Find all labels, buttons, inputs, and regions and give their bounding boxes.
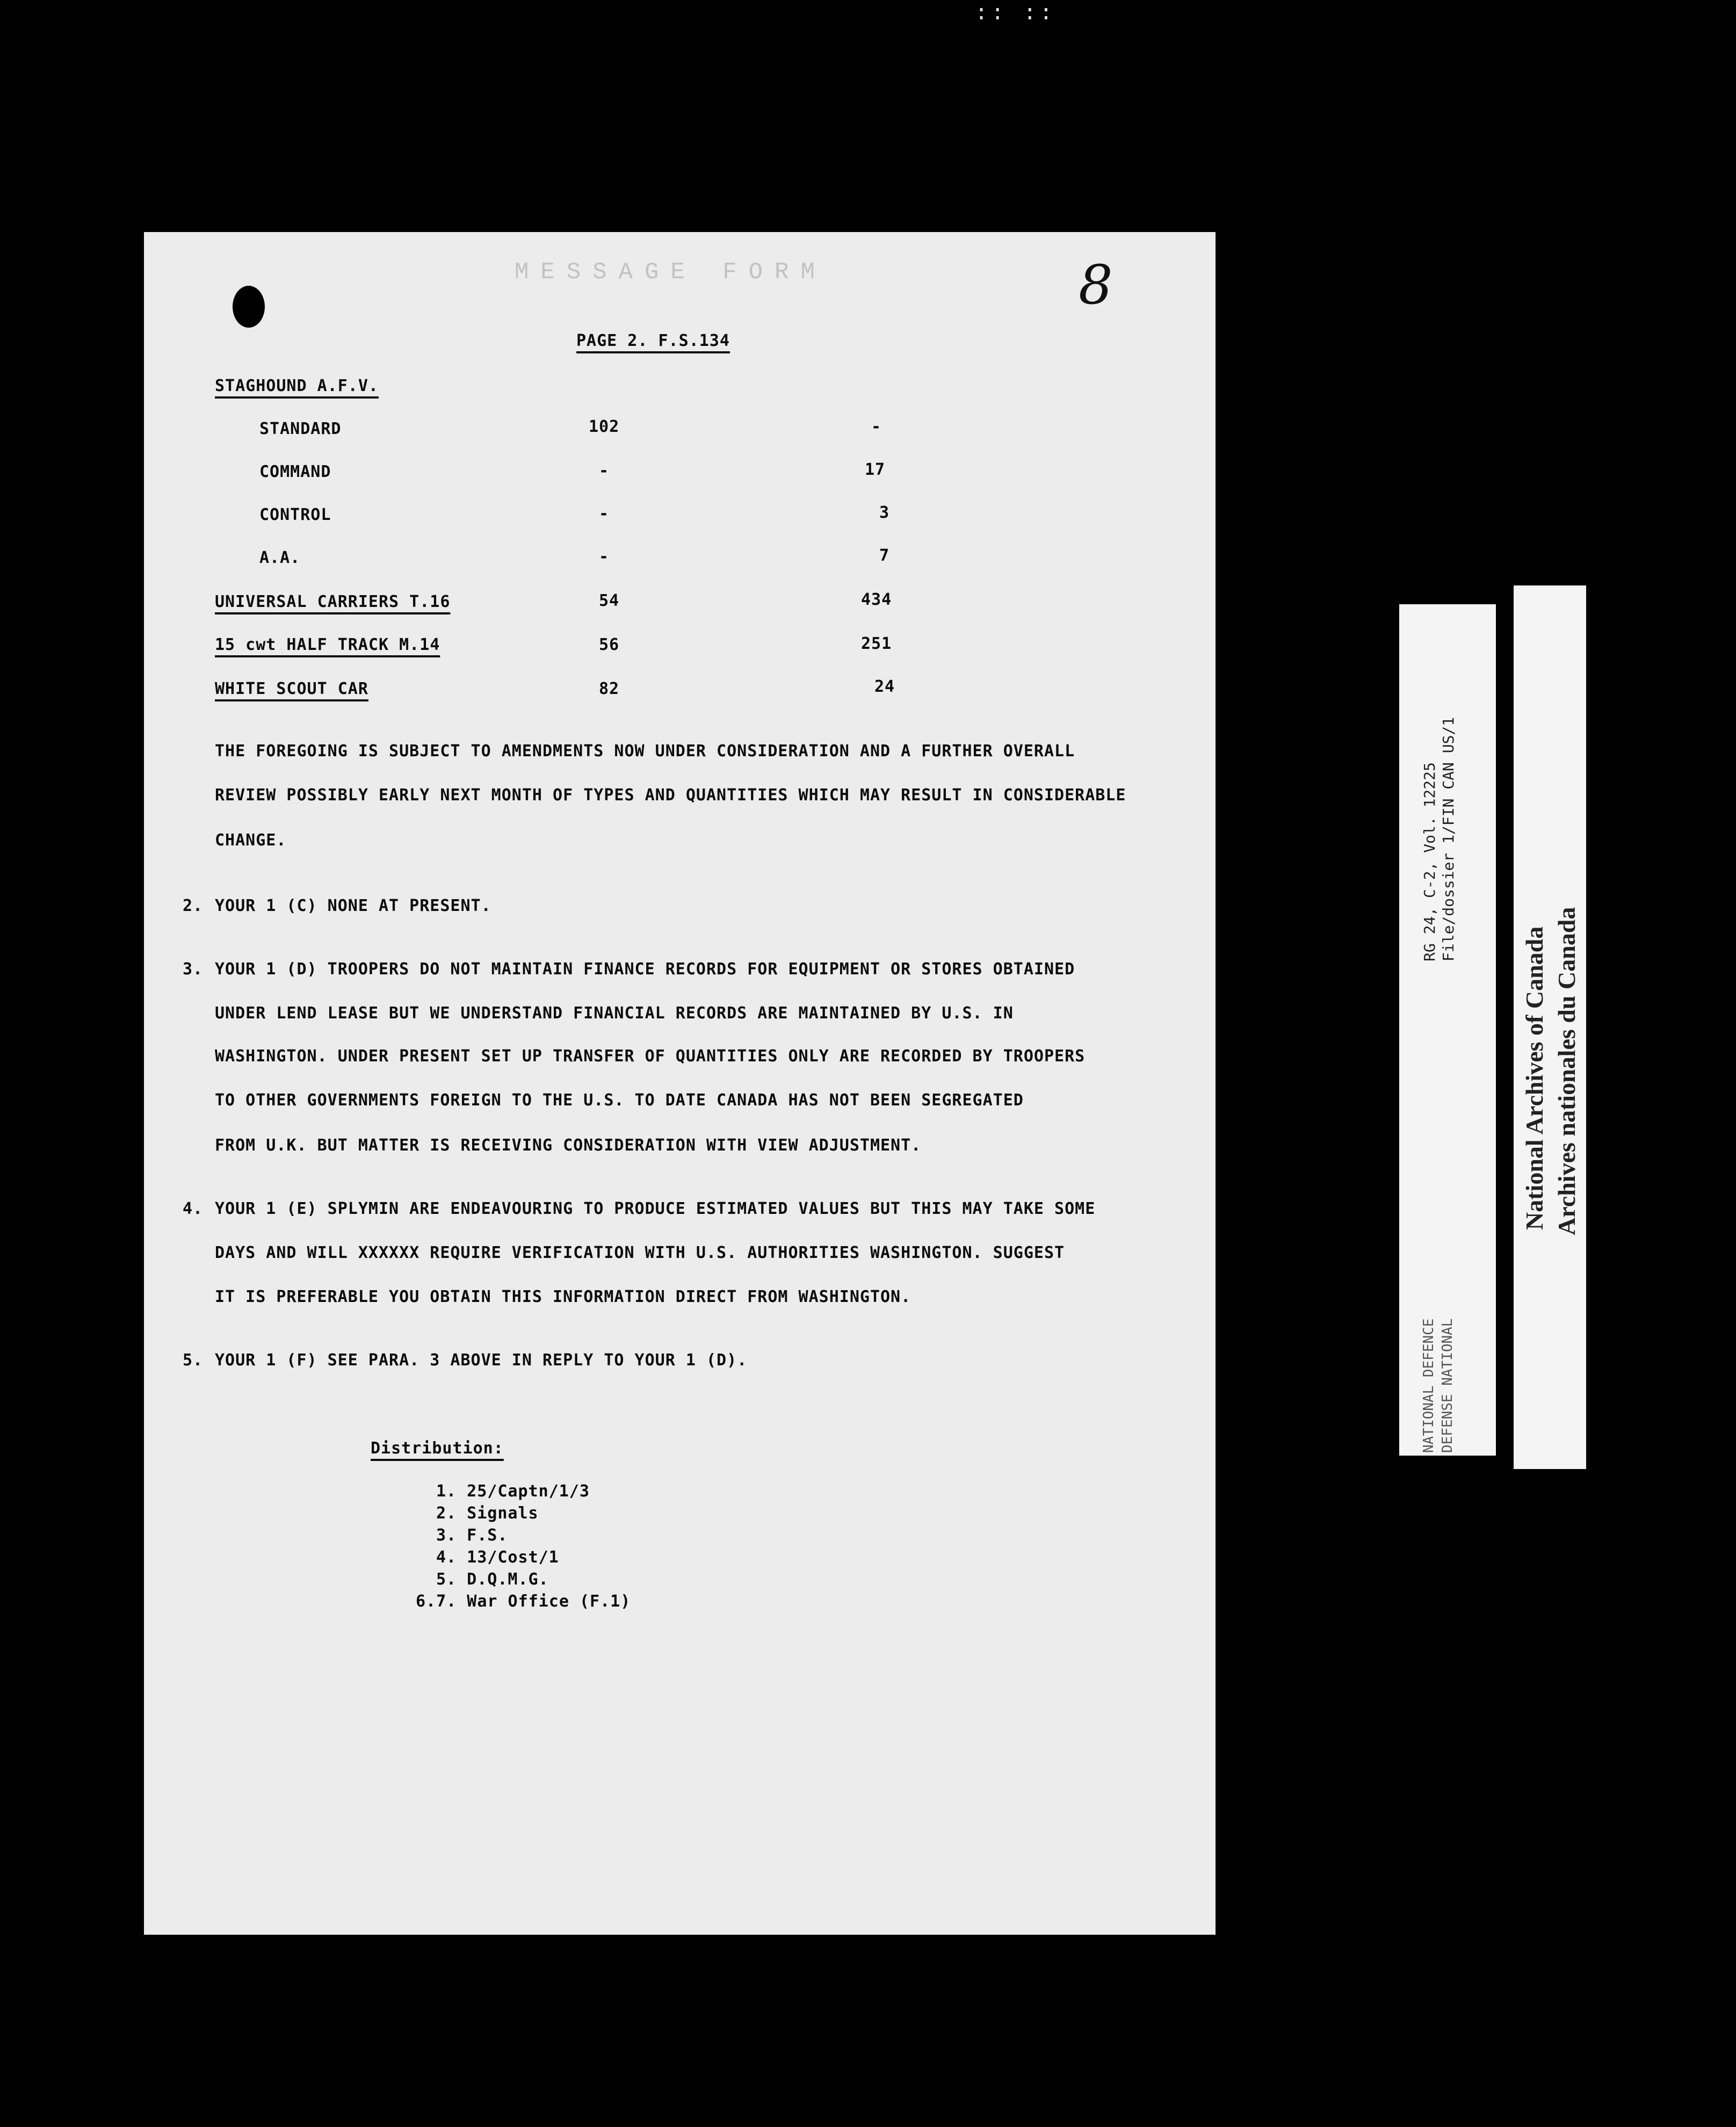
- scan-marks: :: ::: [975, 0, 1056, 25]
- row-col2: 24: [874, 677, 895, 696]
- para-line: IT IS PREFERABLE YOU OBTAIN THIS INFORMATION DIRECT FROM WASHINGTON.: [215, 1287, 912, 1306]
- intro-line: CHANGE.: [215, 831, 287, 850]
- row-label: COMMAND: [259, 462, 331, 481]
- para-line: TO OTHER GOVERNMENTS FOREIGN TO THE U.S. TO DATE CANADA HAS NOT BEEN SEGREGATED: [215, 1091, 1024, 1110]
- row-col1: 102: [589, 417, 620, 436]
- row-col1: 82: [599, 679, 620, 698]
- row-label: A.A.: [259, 548, 301, 567]
- faint-form-title: MESSAGE FORM: [515, 259, 827, 286]
- row-col2: 17: [865, 460, 886, 479]
- para-line: YOUR 1 (F) SEE PARA. 3 ABOVE IN REPLY TO YOUR 1 (D).: [215, 1351, 748, 1370]
- punch-hole: [233, 286, 265, 328]
- row-col2: -: [871, 417, 882, 436]
- distribution-heading: Distribution:: [371, 1439, 504, 1458]
- row-col2: 251: [861, 634, 892, 653]
- page-header: PAGE 2. F.S.134: [576, 331, 730, 350]
- para-number: 4.: [183, 1199, 204, 1218]
- archive-name-fr: Archives nationales du Canada: [1553, 907, 1580, 1235]
- list-item: 3. F.S.: [436, 1526, 508, 1545]
- para-line: YOUR 1 (E) SPLYMIN ARE ENDEAVOURING TO PRODUCE ESTIMATED VALUES BUT THIS MAY TAKE SOME: [215, 1199, 1096, 1218]
- table-title: STAGHOUND A.F.V.: [215, 377, 379, 395]
- row-label: 15 cwt HALF TRACK M.14: [215, 635, 440, 654]
- para-number: 5.: [183, 1351, 204, 1370]
- row-col1: -: [599, 547, 610, 566]
- para-line: YOUR 1 (D) TROOPERS DO NOT MAINTAIN FINANCE RECORDS FOR EQUIPMENT OR STORES OBTAINED: [215, 960, 1075, 979]
- archive-file: File/dossier 1/FIN CAN US/1: [1440, 717, 1457, 961]
- row-col1: 54: [599, 591, 620, 610]
- intro-line: REVIEW POSSIBLY EARLY NEXT MONTH OF TYPES AND QUANTITIES WHICH MAY RESULT IN CONSIDERABLE: [215, 786, 1126, 805]
- intro-line: THE FOREGOING IS SUBJECT TO AMENDMENTS NOW UNDER CONSIDERATION AND A FURTHER OVERALL: [215, 742, 1075, 761]
- row-col2: 434: [861, 590, 892, 609]
- para-line: DAYS AND WILL XXXXXX REQUIRE VERIFICATION WITH U.S. AUTHORITIES WASHINGTON. SUGGEST: [215, 1243, 1065, 1262]
- list-item: 4. 13/Cost/1: [436, 1548, 559, 1567]
- para-number: 2.: [183, 896, 204, 915]
- department-fr: DEFENSE NATIONAL: [1440, 1318, 1456, 1453]
- para-number: 3.: [183, 960, 204, 979]
- para-line: YOUR 1 (C) NONE AT PRESENT.: [215, 896, 491, 915]
- para-line: FROM U.K. BUT MATTER IS RECEIVING CONSIDERATION WITH VIEW ADJUSTMENT.: [215, 1136, 922, 1155]
- row-col1: 56: [599, 635, 620, 654]
- row-col1: -: [599, 461, 610, 480]
- row-col2: 3: [879, 503, 890, 522]
- row-label: UNIVERSAL CARRIERS T.16: [215, 592, 451, 611]
- archive-reference: RG 24, C-2, Vol. 12225: [1421, 762, 1438, 961]
- archive-name: National Archives of Canada: [1521, 926, 1548, 1230]
- para-line: UNDER LEND LEASE BUT WE UNDERSTAND FINANCIAL RECORDS ARE MAINTAINED BY U.S. IN: [215, 1004, 1014, 1023]
- list-item: 1. 25/Captn/1/3: [436, 1482, 590, 1501]
- list-item: 6.7. War Office (F.1): [416, 1592, 631, 1611]
- row-col1: -: [599, 504, 610, 523]
- department-en: NATIONAL DEFENCE: [1421, 1318, 1437, 1453]
- list-item: 2. Signals: [436, 1504, 539, 1523]
- document-page: [144, 232, 1216, 1935]
- list-item: 5. D.Q.M.G.: [436, 1570, 549, 1589]
- row-label: CONTROL: [259, 505, 331, 524]
- para-line: WASHINGTON. UNDER PRESENT SET UP TRANSFER OF QUANTITIES ONLY ARE RECORDED BY TROOPERS: [215, 1047, 1086, 1066]
- row-label: STANDARD: [259, 419, 342, 438]
- row-col2: 7: [879, 546, 890, 565]
- folio-number: 8: [1079, 254, 1113, 316]
- row-label: WHITE SCOUT CAR: [215, 679, 368, 698]
